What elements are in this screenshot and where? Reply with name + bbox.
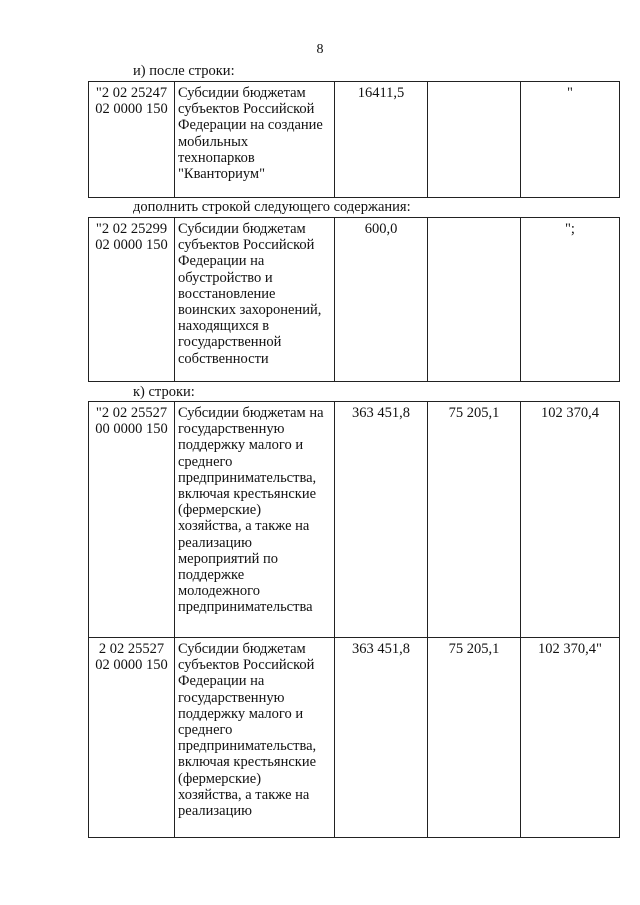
- amount-year-2: [428, 218, 521, 382]
- table-row: [89, 218, 620, 382]
- page-number: 8: [316, 42, 324, 57]
- table-after-row: [88, 81, 620, 198]
- income-name: Субсидии бюджетам на государственную поддержку малого и среднего предпринимательства, включая крестьянские (фермерские) хозяйства, а также на реализацию мероприятий по поддержке молодежного предпринимательства: [175, 402, 335, 638]
- budget-code: "2 02 25247 02 0000 150: [89, 82, 175, 198]
- section-lead-rows: к) строки:: [133, 384, 195, 400]
- amount-year-2: 75 205,1: [428, 638, 521, 838]
- amount-year-1: 363 451,8: [335, 638, 428, 838]
- table-row: [89, 402, 620, 638]
- income-name: Субсидии бюджетам субъектов Российской Федерации на создание мобильных технопарков "Кванториум": [175, 82, 335, 198]
- budget-code: 2 02 25527 02 0000 150: [89, 638, 175, 838]
- income-name: Субсидии бюджетам субъектов Российской Федерации на государственную поддержку малого и среднего предпринимательства, включая крестьянские (фермерские) хозяйства, а также на реализацию: [175, 638, 335, 838]
- amount-year-2: 75 205,1: [428, 402, 521, 638]
- amount-year-3: 102 370,4: [521, 402, 620, 638]
- amount-year-1: 600,0: [335, 218, 428, 382]
- table-row: [89, 638, 620, 838]
- amount-year-2: [428, 82, 521, 198]
- section-lead-add-row: дополнить строкой следующего содержания:: [133, 199, 411, 215]
- table-add-row: [88, 217, 620, 382]
- income-name: Субсидии бюджетам субъектов Российской Федерации на обустройство и восстановление воинских захоронений, находящихся в государственной собственности: [175, 218, 335, 382]
- budget-code: "2 02 25299 02 0000 150: [89, 218, 175, 382]
- table-rows: [88, 401, 620, 838]
- table-row: [89, 82, 620, 198]
- amount-year-3: 102 370,4": [521, 638, 620, 838]
- budget-code: "2 02 25527 00 0000 150: [89, 402, 175, 638]
- section-lead-after-row: и) после строки:: [133, 63, 235, 79]
- amount-year-3: ";: [521, 218, 620, 382]
- amount-year-1: 16411,5: [335, 82, 428, 198]
- amount-year-3: ": [521, 82, 620, 198]
- amount-year-1: 363 451,8: [335, 402, 428, 638]
